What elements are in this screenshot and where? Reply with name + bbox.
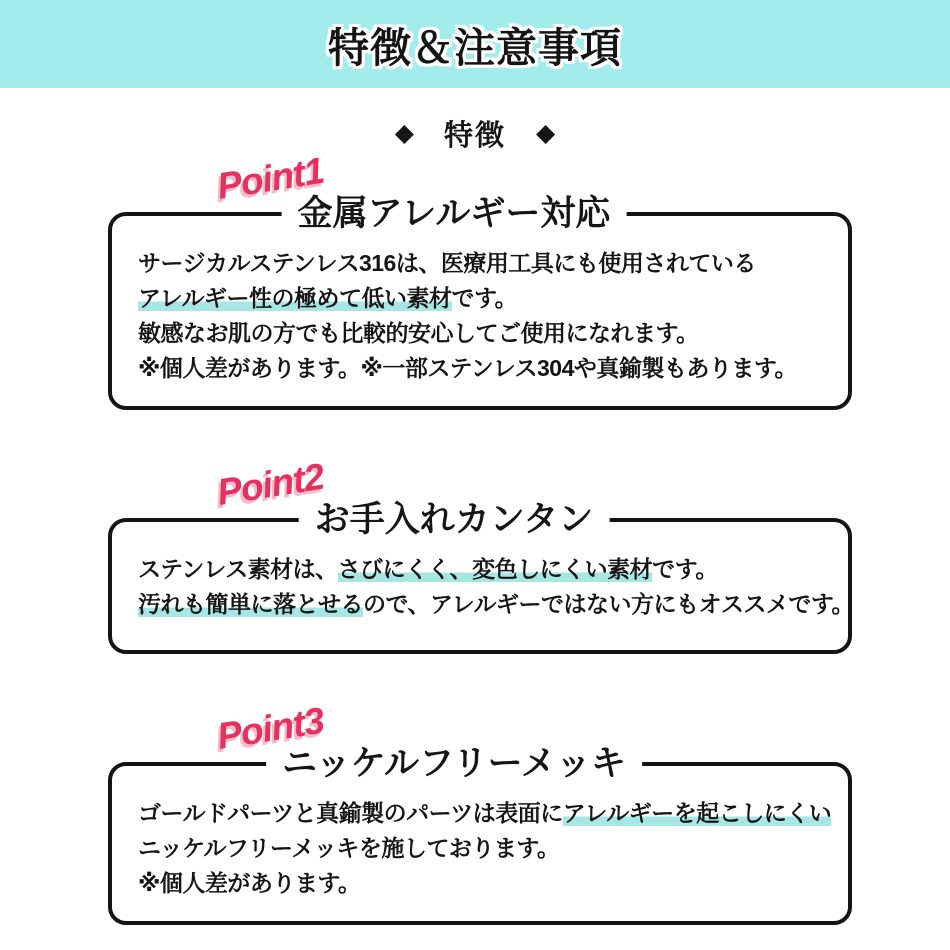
point-badge: Point3 <box>214 699 327 757</box>
highlighted-text-segment: 汚れも簡単に落とせる <box>138 591 363 617</box>
text-segment: です。 <box>652 556 718 582</box>
diamond-icon: ◆ <box>536 119 556 147</box>
text-segment: ※個人差があります。 <box>138 870 361 896</box>
feature-line <box>138 587 854 622</box>
features-heading <box>0 112 950 154</box>
point-badge-row <box>108 149 852 212</box>
text-segment: サージカルステンレス316は、医療用工具にも使用されている <box>138 250 756 276</box>
feature-box-title: ニッケルフリーメッキ <box>266 740 642 788</box>
highlighted-text-segment: アレルギー性の極めて低い素材 <box>138 285 452 311</box>
feature-box <box>108 744 852 925</box>
feature-line <box>138 796 834 831</box>
text-segment: ニッケルフリーメッキを施しております。 <box>138 835 560 861</box>
page-title: 特徴＆注意事項 <box>328 24 622 71</box>
text-segment: 敏感なお肌の方でも比較的安心してご使用になれます。 <box>138 320 699 346</box>
feature-box <box>108 194 852 410</box>
header-banner <box>0 0 950 88</box>
point-badge: Point2 <box>214 455 327 513</box>
feature-box-title: 金属アレルギー対応 <box>282 190 627 238</box>
highlighted-text-segment: さびにくく、変色しにくい素材 <box>337 556 653 582</box>
text-segment: ステンレス素材は、 <box>138 556 338 582</box>
diamond-icon: ◆ <box>394 119 414 147</box>
feature-line <box>138 246 834 281</box>
feature-line <box>138 351 834 386</box>
point-sections <box>0 149 950 925</box>
point-section <box>108 699 852 925</box>
feature-line <box>138 831 834 866</box>
feature-box <box>108 500 854 654</box>
point-badge-row <box>108 699 852 762</box>
feature-line <box>138 552 834 587</box>
highlighted-text-segment: アレルギーを起こしにくい <box>562 800 832 826</box>
point-badge-row <box>108 455 852 518</box>
point-badge: Point1 <box>214 149 327 207</box>
text-segment: ※個人差があります。※一部ステンレス304や真鍮製もあります。 <box>138 355 798 381</box>
feature-box-body <box>112 766 848 921</box>
point-section <box>108 149 852 410</box>
feature-box-title: お手入れカンタン <box>299 496 610 544</box>
text-segment: です。 <box>451 285 518 311</box>
feature-line <box>138 866 834 901</box>
features-heading-label: 特徴 <box>443 119 506 152</box>
feature-box-body <box>112 216 848 406</box>
point-section <box>108 455 854 654</box>
text-segment: ゴールドパーツと真鍮製のパーツは表面に <box>138 800 563 826</box>
feature-line <box>138 316 834 351</box>
text-segment: ので、アレルギーではない方にもオススメです。 <box>363 591 854 617</box>
feature-line <box>138 281 834 316</box>
